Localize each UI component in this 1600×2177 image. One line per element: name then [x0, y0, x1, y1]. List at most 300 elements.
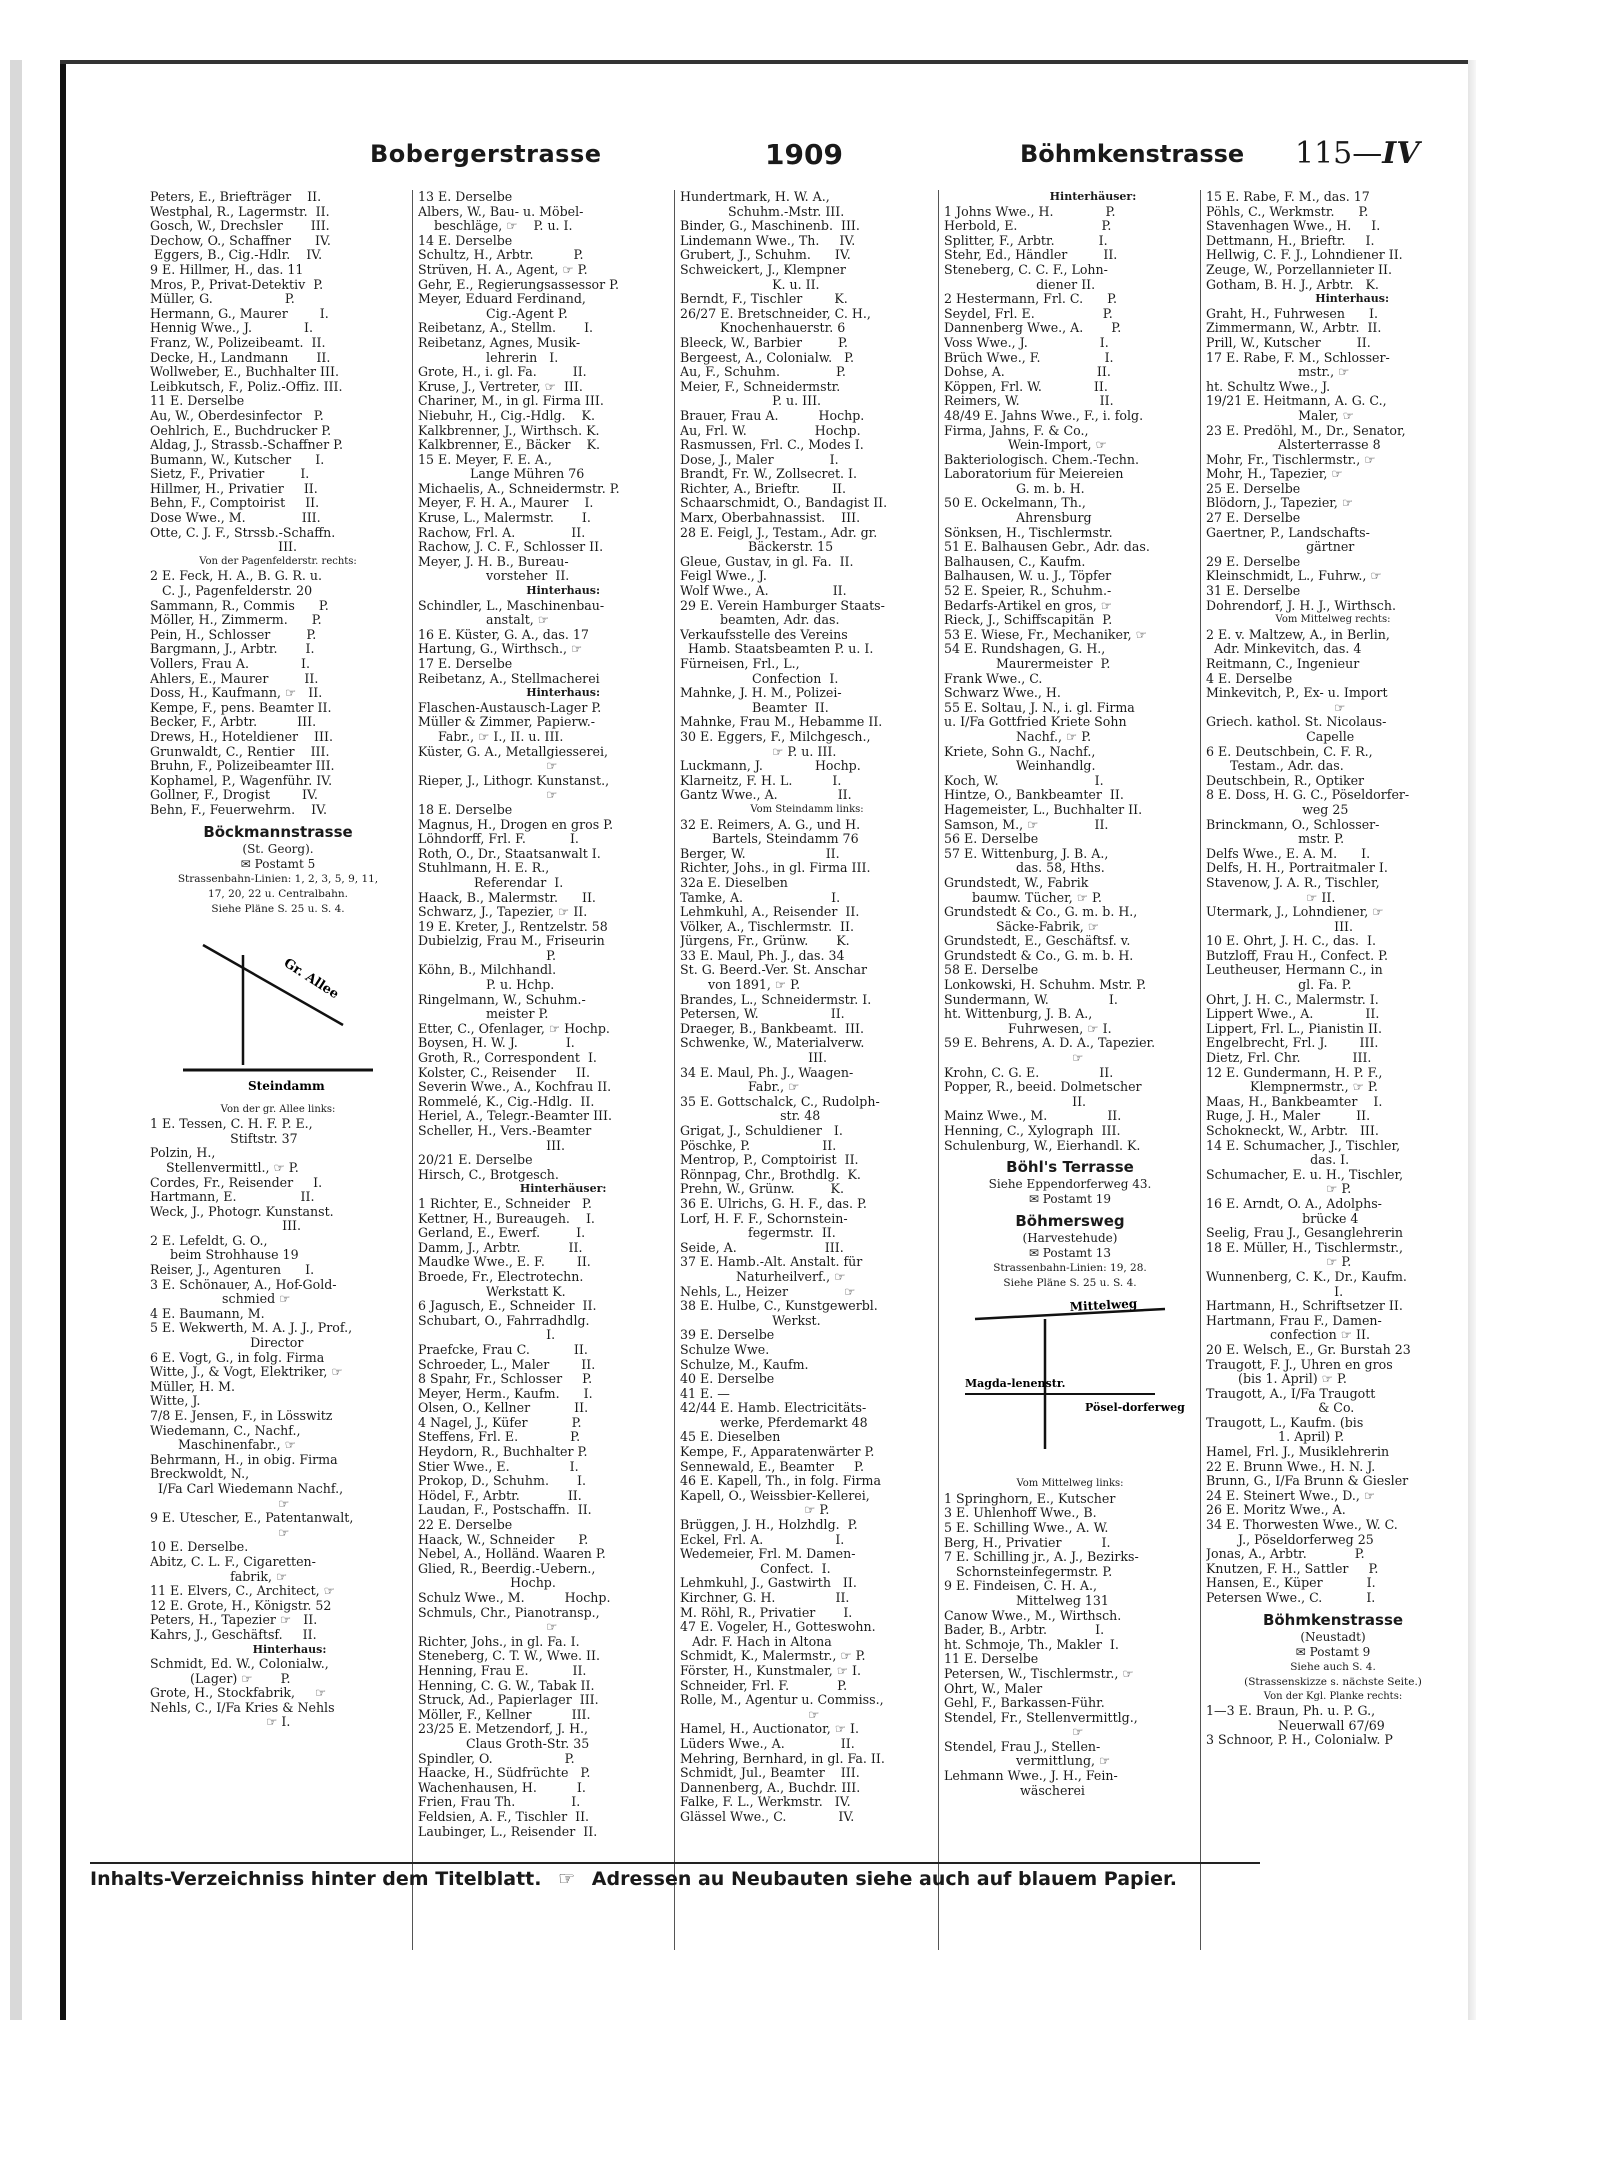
- directory-entry: Struck, Ad., Papierlager III.: [418, 1693, 599, 1708]
- directory-entry: Ohrt, W., Maler: [944, 1681, 1043, 1696]
- directory-entry: Fabr., ☞ I., II. u. III.: [418, 729, 564, 744]
- directory-entry: Mentrop, P., Comptoirist II.: [680, 1153, 859, 1168]
- directory-entry: Director: [150, 1336, 304, 1351]
- directory-entry: Kempe, F., pens. Beamter II.: [150, 700, 332, 715]
- directory-entry: Graht, H., Fuhrwesen I.: [1206, 306, 1378, 321]
- directory-entry: Dose Wwe., M. III.: [150, 511, 321, 526]
- directory-entry: III.: [418, 1138, 566, 1153]
- directory-entry: Rommelé, K., Cig.-Hdlg. II.: [418, 1094, 595, 1109]
- directory-entry: ☞ P.: [1206, 1255, 1352, 1270]
- directory-entry: Balhausen, W. u. J., Töpfer: [944, 569, 1112, 584]
- directory-entry: Glied, R., Beerdig.-Uebern.,: [418, 1561, 596, 1576]
- directory-entry: Samson, M., ☞ II.: [944, 817, 1109, 832]
- directory-entry: Brunn, G., I/Fa Brunn & Giesler: [1206, 1474, 1409, 1489]
- street-section-title: Böhmersweg: [1015, 1212, 1125, 1231]
- directory-entry: Mohr, Fr., Tischlermstr., ☞: [1206, 452, 1376, 467]
- directory-entry: Verkaufsstelle des Vereins: [680, 627, 848, 642]
- directory-entry: 15 E. Meyer, F. E. A.,: [418, 452, 552, 467]
- directory-entry: Sammann, R., Commis P.: [150, 598, 329, 613]
- directory-entry: Brüch Wwe., F. I.: [944, 350, 1114, 365]
- directory-entry: meister P.: [418, 1007, 549, 1022]
- directory-entry: Gerland, E., Ewerf. I.: [418, 1226, 586, 1241]
- directory-entry: str. 48: [680, 1109, 821, 1124]
- directory-entry: Kirchner, G. H. II.: [680, 1591, 850, 1605]
- directory-entry: Grote, H., Stockfabrik, ☞: [150, 1686, 327, 1701]
- directory-entry: I/Fa Carl Wiedemann Nachf.,: [150, 1481, 344, 1496]
- directory-entry: Löhndorff, Frl. F. I.: [418, 832, 579, 847]
- directory-entry: confection ☞ II.: [1206, 1328, 1370, 1343]
- directory-entry: Michaelis, A., Schneidermstr. P.: [418, 481, 620, 496]
- section-note: Siehe Pläne S. 25 u. S. 4.: [211, 902, 345, 915]
- directory-entry: Berndt, F., Tischler K.: [680, 292, 848, 307]
- directory-entry: Stiftstr. 37: [150, 1131, 298, 1146]
- directory-entry: 12 E. Gundermann, H. P. F.,: [1206, 1065, 1383, 1080]
- directory-entry: Polzin, H.,: [150, 1146, 216, 1161]
- directory-entry: ht. Schultz Wwe., J.: [1206, 379, 1331, 394]
- directory-entry: Rieck, J., Schiffscapitän P.: [944, 613, 1113, 628]
- directory-entry: Niebuhr, H., Cig.-Hdlg. K.: [418, 408, 595, 423]
- directory-entry: Bäckerstr. 15: [680, 540, 834, 555]
- directory-entry: wäscherei: [944, 1783, 1085, 1798]
- directory-entry: Grundstedt & Co., G. m. b. H.,: [944, 905, 1138, 920]
- directory-entry: (Lager) ☞ P.: [150, 1671, 291, 1686]
- directory-entry: Küster, G. A., Metallgiesserei,: [418, 744, 608, 759]
- directory-entry: Fuhrwesen, ☞ I.: [944, 1021, 1112, 1036]
- directory-entry: Sietz, F., Privatier I.: [150, 467, 310, 482]
- directory-entry: Reibetanz, Agnes, Musik-: [418, 335, 581, 350]
- directory-entry: Laboratorium für Meiereien: [944, 467, 1124, 482]
- directory-entry: Dubielzig, Frau M., Friseurin: [418, 934, 605, 949]
- directory-entry: Utermark, J., Lohndiener, ☞: [1206, 905, 1384, 920]
- directory-entry: 37 E. Hamb.-Alt. Anstalt. für: [680, 1255, 863, 1270]
- directory-entry: I.: [1206, 1284, 1344, 1299]
- directory-entry: Au, Frl. W. Hochp.: [680, 423, 861, 438]
- directory-entry: Rachow, J. C. F., Schlosser II.: [418, 540, 604, 555]
- directory-entry: 32a E. Dieselben: [680, 875, 788, 890]
- directory-entry: C. J., Pagenfelderstr. 20: [150, 584, 313, 599]
- directory-entry: 3 E. Uhlenhoff Wwe., B.: [944, 1506, 1097, 1521]
- directory-entry: Feldsien, A. F., Tischler II.: [418, 1809, 590, 1824]
- directory-entry: Mahnke, Frau M., Hebamme II.: [680, 715, 883, 730]
- directory-entry: Hinterhäuser:: [481, 1182, 607, 1196]
- street-label: Gr. Allee: [280, 955, 342, 1002]
- directory-entry: 34 E. Thorwesten Wwe., W. C.: [1206, 1518, 1398, 1533]
- directory-entry: Stavenow, J. A. R., Tischler,: [1206, 875, 1380, 890]
- directory-entry: Wunnenberg, C. K., Dr., Kaufm.: [1206, 1269, 1407, 1284]
- directory-entry: Dose, J., Maler I.: [680, 452, 839, 467]
- directory-entry: Lindemann Wwe., Th. IV.: [680, 233, 856, 248]
- directory-entry: Schindler, L., Maschinenbau-: [418, 598, 605, 613]
- directory-entry: Schubart, O., Fahrradhdlg.: [418, 1313, 590, 1328]
- directory-entry: Nehls, C., I/Fa Kries & Nehls: [150, 1700, 335, 1715]
- directory-entry: Traugott, F. J., Uhren en gros: [1206, 1357, 1393, 1372]
- directory-entry: 1 Richter, E., Schneider P.: [418, 1196, 592, 1211]
- directory-entry: Rolle, M., Agentur u. Commiss.,: [680, 1693, 884, 1708]
- directory-entry: Meyer, Herm., Kaufm. I.: [418, 1386, 593, 1401]
- directory-entry: 9 E. Findeisen, C. H. A.,: [944, 1579, 1097, 1594]
- directory-entry: Henning, Frau E. II.: [418, 1663, 587, 1678]
- directory-entry: ☞: [418, 759, 558, 774]
- directory-entry: Richter, Johs., in gl. Firma III.: [680, 861, 871, 876]
- directory-entry: Petersen Wwe., C. I.: [1206, 1591, 1376, 1605]
- directory-entry: Reiser, J., Agenturen I.: [150, 1263, 315, 1278]
- directory-entry: 48/49 E. Jahns Wwe., F., i. folg.: [944, 408, 1144, 423]
- directory-entry: Von der Pagenfelderstr. rechts:: [199, 555, 357, 567]
- directory-entry: Sennewald, E., Beamter P.: [680, 1459, 864, 1474]
- directory-entry: Behn, F., Feuerwehrm. IV.: [150, 802, 327, 817]
- directory-entry: 58 E. Derselbe: [944, 963, 1039, 978]
- directory-entry: ☞: [680, 1707, 820, 1722]
- directory-entry: Krohn, C. G. E. II.: [944, 1065, 1114, 1080]
- directory-entry: Grundstedt, W., Fabrik: [944, 875, 1089, 890]
- directory-entry: Weinhandlg.: [944, 759, 1096, 774]
- street-section-title: Böhmkenstrasse: [1262, 1610, 1404, 1629]
- directory-entry: Griech. kathol. St. Nicolaus-: [1206, 715, 1387, 730]
- directory-entry: Hillmer, H., Privatier II.: [150, 481, 318, 496]
- directory-entry: gl. Fa. P.: [1206, 978, 1352, 993]
- directory-entry: Glässel Wwe., C. IV.: [680, 1809, 855, 1824]
- directory-entry: Pöhls, C., Werkmstr. P.: [1206, 204, 1369, 219]
- directory-entry: Reibetanz, A., Stellmacherei: [418, 671, 600, 686]
- directory-entry: Spindler, O. P.: [418, 1751, 575, 1766]
- directory-entry: 2 E. v. Maltzew, A., in Berlin,: [1206, 627, 1390, 642]
- directory-entry: Völker, A., Tischlermstr. II.: [680, 919, 854, 934]
- directory-entry: Schaarschmidt, O., Bandagist II.: [680, 496, 888, 511]
- directory-entry: Kruse, L., Malermstr. I.: [418, 511, 591, 526]
- street-sketch-svg: [955, 1299, 1185, 1469]
- directory-entry: Schokneckt, W., Arbtr. III.: [1206, 1124, 1379, 1138]
- directory-entry: Ohrt, J. H. C., Malermstr. I.: [1206, 992, 1379, 1007]
- directory-entry: Stendel, Fr., Stellenvermittlg.,: [944, 1710, 1138, 1725]
- directory-entry: Naturheilverf., ☞: [680, 1269, 846, 1284]
- directory-entry: Rönnpag, Chr., Brothdlg. K.: [680, 1167, 861, 1182]
- directory-entry: Decke, H., Landmann II.: [150, 350, 331, 365]
- directory-entry: Dannenberg Wwe., A. P.: [944, 321, 1122, 336]
- directory-entry: Mittelweg 131: [944, 1593, 1109, 1608]
- postamt-label: ✉ Postamt 19: [1028, 1192, 1112, 1207]
- directory-entry: ☞: [944, 1051, 1084, 1066]
- footer-left-text: Inhalts-Verzeichniss hinter dem Titelblatt.: [90, 1868, 542, 1890]
- directory-entry: 7 E. Schilling jr., A. J., Bezirks-: [944, 1550, 1139, 1565]
- directory-entry: Behn, F., Comptoirist II.: [150, 496, 320, 511]
- directory-entry: Aldag, J., Strassb.-Schaffner P.: [150, 438, 344, 453]
- directory-entry: Roth, O., Dr., Staatsanwalt I.: [418, 846, 601, 861]
- directory-entry: M. Röhl, R., Privatier I.: [680, 1605, 853, 1620]
- directory-entry: Au, F., Schuhm. P.: [680, 365, 846, 380]
- directory-entry: Capelle: [1206, 729, 1355, 744]
- directory-entry: Schulze Wwe.: [680, 1342, 770, 1357]
- directory-entry: Brinckmann, O., Schlosser-: [1206, 817, 1380, 832]
- directory-entry: ☞ I.: [150, 1715, 291, 1730]
- directory-entry: Kahrs, J., Geschäftsf. II.: [150, 1627, 317, 1642]
- directory-entry: Jürgens, Fr., Grünw. K.: [680, 934, 850, 949]
- directory-page: [150, 120, 1460, 2010]
- directory-entry: Schmidt, K., Malermstr., ☞ P.: [680, 1649, 866, 1664]
- directory-entry: Werkst.: [680, 1313, 821, 1328]
- directory-entry: 14 E. Schumacher, J., Tischler,: [1206, 1138, 1401, 1153]
- directory-entry: beamten, Adr. das.: [680, 613, 840, 628]
- directory-entry: vorsteher II.: [418, 569, 570, 584]
- directory-entry: Hellwig, C. F. J., Lohndiener II.: [1206, 248, 1403, 263]
- directory-entry: Strüven, H. A., Agent, ☞ P.: [418, 262, 588, 277]
- directory-entry: Wiedemann, C., Nachf.,: [150, 1423, 301, 1438]
- directory-entry: Damm, J., Arbtr. II.: [418, 1240, 583, 1255]
- directory-entry: Severin Wwe., A., Kochfrau II.: [418, 1080, 612, 1095]
- directory-entry: Stendel, Frau J., Stellen-: [944, 1739, 1101, 1754]
- directory-entry: Klempnermstr., ☞ P.: [1206, 1080, 1378, 1095]
- directory-entry: Testam., Adr. das.: [1206, 759, 1344, 774]
- directory-entry: Säcke-Fabrik, ☞: [944, 919, 1099, 934]
- directory-entry: baumw. Tücher, ☞ P.: [944, 890, 1102, 905]
- directory-entry: ☞: [418, 788, 558, 803]
- directory-entry: Behrmann, H., in obig. Firma: [150, 1452, 338, 1467]
- directory-entry: Rachow, Frl. A. II.: [418, 525, 586, 540]
- directory-entry: Möller, F., Kellner III.: [418, 1707, 591, 1722]
- directory-entry: Hagemeister, L., Buchhalter II.: [944, 802, 1143, 817]
- directory-entry: Lippert Wwe., A. II.: [1206, 1007, 1380, 1022]
- street-sketch-svg: [163, 925, 393, 1095]
- directory-entry: 17 E. Rabe, F. M., Schlosser-: [1206, 350, 1390, 365]
- directory-entry: Seydel, Frl. E. P.: [944, 306, 1113, 321]
- directory-entry: 38 E. Hulbe, C., Kunstgewerbl.: [680, 1299, 878, 1314]
- directory-entry: 35 E. Gottschalck, C., Rudolph-: [680, 1094, 880, 1109]
- street-label: Steindamm: [248, 1078, 325, 1093]
- directory-entry: Richter, A., Brieftr. II.: [680, 481, 847, 496]
- directory-entry: schmied ☞: [150, 1292, 291, 1307]
- directory-entry: Maas, H., Bankbeamter I.: [1206, 1094, 1383, 1109]
- directory-entry: Kriete, Sohn G., Nachf.,: [944, 744, 1096, 759]
- directory-entry: Grigat, J., Schuldiener I.: [680, 1124, 843, 1138]
- directory-entry: P. u. Hchp.: [418, 978, 555, 993]
- directory-entry: Breckwoldt, N.,: [150, 1467, 250, 1482]
- directory-entry: Hartung, G., Wirthsch., ☞: [418, 642, 583, 657]
- directory-entry: Adr. Minkevitch, das. 4: [1206, 642, 1362, 657]
- directory-entry: ☞: [150, 1525, 290, 1540]
- directory-entry: Stuhlmann, H. E. R.,: [418, 861, 550, 876]
- directory-entry: Oehlrich, E., Buchdrucker P.: [150, 423, 332, 438]
- directory-entry: Möller, H., Zimmerm. P.: [150, 613, 322, 628]
- street-section-subtitle: (Harvestehude): [1022, 1231, 1118, 1246]
- directory-entry: 59 E. Behrens, A. D. A., Tapezier.: [944, 1036, 1156, 1051]
- directory-entry: 23/25 E. Metzendorf, J. H.,: [418, 1722, 589, 1737]
- directory-entry: Confect. I.: [680, 1561, 831, 1576]
- directory-entry: Berg, H., Privatier I.: [944, 1535, 1111, 1550]
- directory-entry: Binder, G., Maschinenb. III.: [680, 219, 860, 234]
- directory-entry: Maudke Wwe., E. F. II.: [418, 1255, 591, 1270]
- directory-entry: Dietz, Frl. Chr. III.: [1206, 1051, 1372, 1066]
- directory-entry: Mros, P., Privat-Detektiv P.: [150, 277, 324, 292]
- directory-entry: Kettner, H., Bureaugeh. I.: [418, 1211, 595, 1226]
- directory-entry: Kophamel, P., Wagenführ. IV.: [150, 773, 333, 788]
- directory-entry: Heriel, A., Telegr.-Beamter III.: [418, 1109, 613, 1124]
- directory-entry: Meyer, J. H. B., Bureau-: [418, 554, 569, 569]
- directory-entry: Canow Wwe., M., Wirthsch.: [944, 1608, 1122, 1623]
- directory-entry: 4 E. Baumann, M.: [150, 1306, 265, 1321]
- directory-entry: 8 E. Doss, H. G. C., Pöseldorfer-: [1206, 788, 1410, 803]
- directory-entry: Knutzen, F. H., Sattler P.: [1206, 1561, 1379, 1576]
- directory-entry: Müller, H. M.: [150, 1379, 236, 1394]
- directory-entry: Hochp.: [418, 1576, 556, 1591]
- directory-entry: 17 E. Derselbe: [418, 657, 513, 671]
- directory-entry: Kalkbrenner, J., Wirthsch. K.: [418, 423, 600, 438]
- street-section-subtitle: (Neustadt): [1300, 1629, 1366, 1644]
- directory-entry: 36 E. Ulrichs, G. H. F., das. P.: [680, 1196, 867, 1211]
- directory-entry: Nachf., ☞ P.: [944, 729, 1092, 744]
- directory-entry: Confection I.: [680, 671, 839, 686]
- directory-entry: 22 E. Brunn Wwe., H. N. J.: [1206, 1459, 1376, 1474]
- directory-entry: Olsen, O., Kellner II.: [418, 1401, 589, 1416]
- directory-entry: Westphal, R., Lagermstr. II.: [150, 204, 330, 219]
- directory-entry: 11 E. Derselbe: [150, 394, 245, 409]
- directory-entry: Brandes, L., Schneidermstr. I.: [680, 992, 872, 1007]
- postamt-label: ✉ Postamt 9: [1295, 1644, 1371, 1659]
- directory-entry: 46 E. Kapell, Th., in folg. Firma: [680, 1474, 881, 1489]
- directory-entry: Grubert, J., Schuhm. IV.: [680, 248, 851, 263]
- directory-entry: Cig.-Agent P.: [418, 306, 568, 321]
- directory-entry: 9 E. Hillmer, H., das. 11: [150, 262, 304, 277]
- directory-entry: 29 E. Verein Hamburger Staats-: [680, 598, 885, 613]
- directory-entry: Hundertmark, H. W. A.,: [680, 190, 830, 204]
- directory-entry: Steneberg, C. T. W., Wwe. II.: [418, 1649, 600, 1664]
- directory-entry: Steneberg, C. C. F., Lohn-: [944, 262, 1108, 277]
- directory-entry: brücke 4: [1206, 1211, 1359, 1226]
- directory-entry: u. I/Fa Gottfried Kriete Sohn: [944, 715, 1127, 730]
- directory-entry: Delfs, H. H., Portraitmaler I.: [1206, 861, 1388, 876]
- directory-entry: 18 E. Müller, H., Tischlermstr.,: [1206, 1240, 1404, 1255]
- directory-entry: ☞: [150, 1496, 290, 1511]
- directory-entry: 9 E. Utescher, E., Patentanwalt,: [150, 1511, 354, 1526]
- directory-entry: 1. April) P.: [1206, 1430, 1345, 1445]
- directory-entry: Butzloff, Frau H., Confect. P.: [1206, 948, 1389, 963]
- directory-entry: Abitz, C. L. F., Cigaretten-: [150, 1554, 316, 1569]
- directory-entry: Alsterterrasse 8: [1206, 438, 1381, 453]
- directory-entry: 54 E. Rundshagen, G. H.,: [944, 642, 1106, 657]
- directory-entry: Au, W., Oberdesinfector P.: [150, 408, 324, 423]
- header-page-number: 115—IV: [1295, 136, 1420, 171]
- directory-entry: Steffens, Frl. E. P.: [418, 1430, 581, 1445]
- directory-entry: Schulze, M., Kaufm.: [680, 1357, 809, 1372]
- directory-entry: Scheller, H., Vers.-Beamter: [418, 1124, 592, 1138]
- directory-entry: ☞ P.: [680, 1503, 830, 1518]
- header-street-left: Bobergerstrasse: [370, 140, 602, 168]
- directory-entry: Bergeest, A., Colonialw. P.: [680, 350, 855, 365]
- directory-entry: Schulenburg, W., Eierhandl. K.: [944, 1138, 1141, 1153]
- directory-entry: Haack, W., Schneider P.: [418, 1532, 589, 1547]
- directory-entry: 6 E. Deutschbein, C. F. R.,: [1206, 744, 1373, 759]
- page-top-border: [60, 60, 1475, 64]
- directory-entry: 50 E. Ockelmann, Th.,: [944, 496, 1086, 511]
- directory-entry: Ringelmann, W., Schuhm.-: [418, 992, 586, 1007]
- directory-entry: Bartels, Steindamm 76: [680, 832, 859, 847]
- directory-entry: Bleeck, W., Barbier P.: [680, 335, 848, 350]
- directory-entry: Hermann, G., Maurer I.: [150, 306, 329, 321]
- directory-entry: Franz, W., Polizeibeamt. II.: [150, 335, 326, 350]
- directory-entry: 39 E. Derselbe: [680, 1328, 775, 1343]
- directory-entry: Traugott, A., I/Fa Traugott: [1206, 1386, 1376, 1401]
- directory-entry: Referendar I.: [418, 875, 564, 890]
- directory-entry: Bader, B., Arbtr. I.: [944, 1623, 1105, 1638]
- directory-entry: 7/8 E. Jensen, F., in Lösswitz: [150, 1409, 333, 1423]
- directory-entry: III.: [680, 1051, 828, 1066]
- directory-entry: Lüders Wwe., A. II.: [680, 1736, 855, 1751]
- directory-entry: Schultz, H., Arbtr. P.: [418, 248, 584, 263]
- street-sketch-map: [163, 925, 393, 1095]
- directory-entry: Brüggen, J. H., Holzhdlg. P.: [680, 1518, 858, 1533]
- directory-entry: das. I.: [1206, 1153, 1350, 1168]
- directory-entry: 24 E. Steinert Wwe., D., ☞: [1206, 1488, 1376, 1503]
- directory-entry: Maler, ☞: [1206, 408, 1354, 423]
- directory-entry: Berger, W. II.: [680, 846, 840, 861]
- page-right-edge: [1468, 60, 1476, 2020]
- directory-entry: Gotham, B. H. J., Arbtr. K.: [1206, 277, 1379, 292]
- directory-entry: Hennig Wwe., J. I.: [150, 321, 314, 336]
- directory-entry: Prehn, W., Grünw. K.: [680, 1182, 844, 1197]
- directory-entry: P.: [418, 948, 557, 963]
- directory-entry: 28 E. Feigl, J., Testam., Adr. gr.: [680, 525, 878, 540]
- section-note: Siehe Pläne S. 25 u. S. 4.: [1003, 1277, 1137, 1290]
- directory-entry: 18 E. Derselbe: [418, 802, 513, 817]
- directory-entry: Koch, W. I.: [944, 773, 1104, 788]
- directory-entry: gärtner: [1206, 540, 1355, 555]
- directory-entry: Hartmann, H., Schriftsetzer II.: [1206, 1299, 1403, 1314]
- column-3: [680, 190, 934, 1970]
- directory-entry: St. G. Beerd.-Ver. St. Anschar: [680, 963, 867, 978]
- directory-entry: Lorf, H. F. F., Schornstein-: [680, 1211, 848, 1226]
- directory-entry: 32 E. Reimers, A. G., und H.: [680, 817, 861, 832]
- directory-entry: 19/21 E. Heitmann, A. G. C.,: [1206, 394, 1387, 409]
- directory-entry: Cordes, Fr., Reisender I.: [150, 1175, 323, 1190]
- directory-entry: Broede, Fr., Electrotechn.: [418, 1269, 584, 1284]
- directory-entry: fegermstr. II.: [680, 1226, 836, 1241]
- directory-entry: Mainz Wwe., M. II.: [944, 1109, 1122, 1124]
- directory-entry: Frien, Frau Th. I.: [418, 1795, 581, 1810]
- directory-entry: Prokop, D., Schuhm. I.: [418, 1474, 586, 1489]
- directory-entry: Kleinschmidt, L., Fuhrw., ☞: [1206, 569, 1382, 584]
- directory-entry: G. m. b. H.: [944, 481, 1085, 496]
- directory-entry: Werkstatt K.: [418, 1284, 566, 1299]
- directory-entry: mstr. P.: [1206, 832, 1345, 847]
- directory-entry: III.: [1206, 919, 1354, 934]
- directory-entry: Traugott, L., Kaufm. (bis: [1206, 1415, 1364, 1430]
- directory-entry: Kapell, O., Weissbier-Kellerei,: [680, 1488, 870, 1503]
- directory-entry: & Co.: [1206, 1401, 1355, 1416]
- directory-entry: Frank Wwe., C.: [944, 671, 1043, 686]
- directory-entry: Deutschbein, R., Optiker: [1206, 773, 1365, 788]
- directory-entry: Flaschen-Austausch-Lager P.: [418, 700, 602, 715]
- directory-entry: Wolf Wwe., A. II.: [680, 584, 847, 599]
- directory-entry: Dettmann, H., Brieftr. I.: [1206, 233, 1375, 248]
- directory-entry: Vollers, Frau A. I.: [150, 657, 311, 671]
- directory-entry: K. u. II.: [680, 277, 820, 292]
- directory-entry: Gaertner, P., Landschafts-: [1206, 525, 1370, 540]
- directory-entry: Leutheuser, Hermann C., in: [1206, 963, 1383, 978]
- directory-entry: Wollweber, E., Buchhalter III.: [150, 365, 339, 380]
- section-note: (Strassenskizze s. nächste Seite.): [1244, 1675, 1422, 1688]
- directory-entry: Nebel, A., Holländ. Waaren P.: [418, 1547, 606, 1562]
- directory-entry: Lehmkuhl, A., Reisender II.: [680, 905, 860, 920]
- directory-entry: ☞: [418, 1620, 558, 1635]
- directory-entry: Gollner, F., Drogist IV.: [150, 788, 318, 803]
- directory-entry: Firma, Jahns, F. & Co.,: [944, 423, 1089, 438]
- directory-entry: Gantz Wwe., A. II.: [680, 788, 852, 803]
- directory-entry: Gosch, W., Drechsler III.: [150, 219, 330, 234]
- directory-entry: 55 E. Soltau, J. N., i. gl. Firma: [944, 700, 1135, 715]
- directory-entry: Mahnke, J. H. M., Polizei-: [680, 686, 842, 701]
- directory-entry: 27 E. Derselbe: [1206, 511, 1301, 526]
- directory-entry: 14 E. Derselbe: [418, 233, 513, 248]
- directory-entry: Kolster, C., Reisender II.: [418, 1065, 590, 1080]
- directory-entry: 20 E. Welsch, E., Gr. Burstah 23: [1206, 1342, 1411, 1357]
